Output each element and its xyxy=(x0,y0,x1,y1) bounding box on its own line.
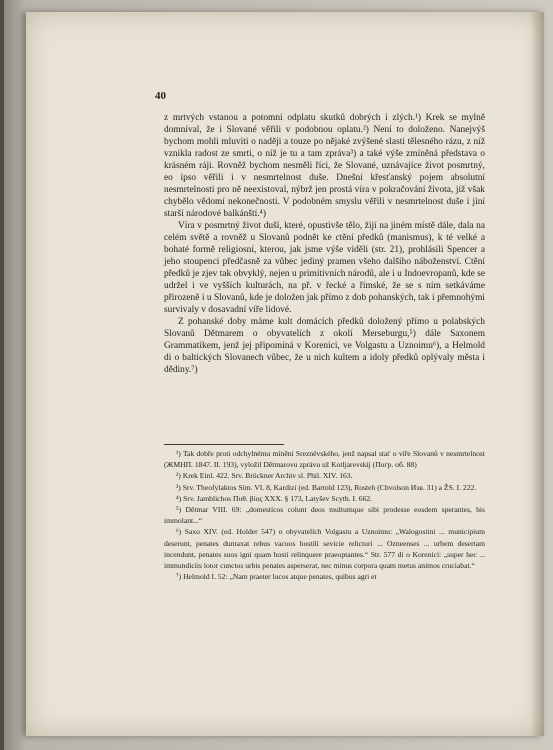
page-edge-shadow xyxy=(530,12,544,736)
paragraph: Z pohanské doby máme kult domácích předků doložený přímo u polabských Slovanů Dětmarem o obyvatelích z okolí Merseburgu,⁵) dále Saxonem Grammatikem, jenž jej připomíná v Korenici, ve Volgastu a Uznoimu⁶), a Helmold di o baltických Slovanech vůbec, že u nich kultem a idoly předků oplývaly města i dědiny.⁷) xyxy=(164,317,485,375)
body-text xyxy=(164,112,485,376)
footnote: ⁵) Dětmar VIII. 69: „domestícos colunt deos multumque sibi prodesse eosdem sperantes, his immolant...“ xyxy=(164,505,485,526)
footnote: ³) Srv. Theofylaktos Sim. VI. 8, Kardizí (ed. Bartold 123), Rosteh (Chvolson Изв. 31) a ŽS. I. 222. xyxy=(176,482,477,492)
paragraph: Víra v posmrtný život duší, které, opustivše tělo, žijí na jiném místě dále, dala na celém světě a rovněž u Slovanů podnět ke ctění předků (manismus), k té velké a bohaté formě religiosní, kterou, jak jsme výše viděli (str. 21), prohlásili Spencer a jeho stoupenci předčasně za vůbec jediný pramen všeho dalšího náboženství. Ctění předků je zjev tak obvyklý, nejen u primitivních národů, ale i u Indoevropanů, kde se udržel i ve vyšších kulturách, na př. v řecké a římské, že se s ním setkáváme přirozeně i u Slovanů, kde je doložen jak přímo z dob pohanských, tak i přemnohými survivaly v dosavadní víře lidové. xyxy=(164,221,485,315)
page-number: 40 xyxy=(155,90,166,102)
book-page xyxy=(26,12,544,736)
footnote: ⁴) Srv. Jamblichos Πυθ. βίος XXX. § 173, Latyšev Scyth. I. 662. xyxy=(176,493,373,503)
footnote: ⁶) Saxo XIV. (ed. Holder 547) o obyvatelích Volgastu a Uznoimu: „Walogostini ... municipium deserunt, penates duntaxat rebus vacuos hostili sevicie relicturi ... Ozneenses ... urbem desertam incendunt, penates suos igni quam hosti relinquere praeoptantes.“ Str. 577 di o Korenici: „super hec ... immundiciis lotor cunctos urbis penates asperserat, nec minus corpora quam metus animos cruciabat.“ xyxy=(164,527,485,571)
footnote: ⁷) Helmold I. 52: „Nam praeter lucos atque penates, quibus agri et xyxy=(176,572,377,582)
paragraph: z mrtvých vstanou a potomní odplatu skutků dobrých i zlých.¹) Krek se mylně domníval, že i Slované věřili v podobnou oplatu.²) Není to doloženo. Nanejvýš bychom mohli mluviti o naději a touze po nějaké zvýšené slasti tělesného rázu, z níž vznikla radost ze smrti, o níž je tu a tam zpráva³) a také výše zmíněná představa o krásném ráji. Rovněž bychom nesměli říci, že Slované, uznávajíce život posmrtný, eo ipso věřili i v nesmrtelnost duše. Dnešní křesťanský pojem absolutní nesmrtelnosti pro ně neexistoval, nýbrž jen prostá víra v pokračování života, jíž však chybělo vědomí nekonečnosti. V podobném smyslu věřili v nesmrtelnost duše i jiní starší národové balkánští.⁴) xyxy=(164,113,485,219)
footnote: ¹) Tak dobře proti odchylnému mínění Sreznëvského, jenž napsal stať o víře Slovanů v nesmrtelnost (ЖМНП. 1847. II. 193), vyložil Dětmarovu zprávu už Kotljarevskij (Погр. об. 88) xyxy=(164,449,485,470)
footnotes xyxy=(164,448,485,582)
footnote: ²) Krek Einl. 422. Srv. Brückner Archiv sl. Phil. XIV. 163. xyxy=(176,471,353,481)
footnote-divider xyxy=(164,444,284,445)
